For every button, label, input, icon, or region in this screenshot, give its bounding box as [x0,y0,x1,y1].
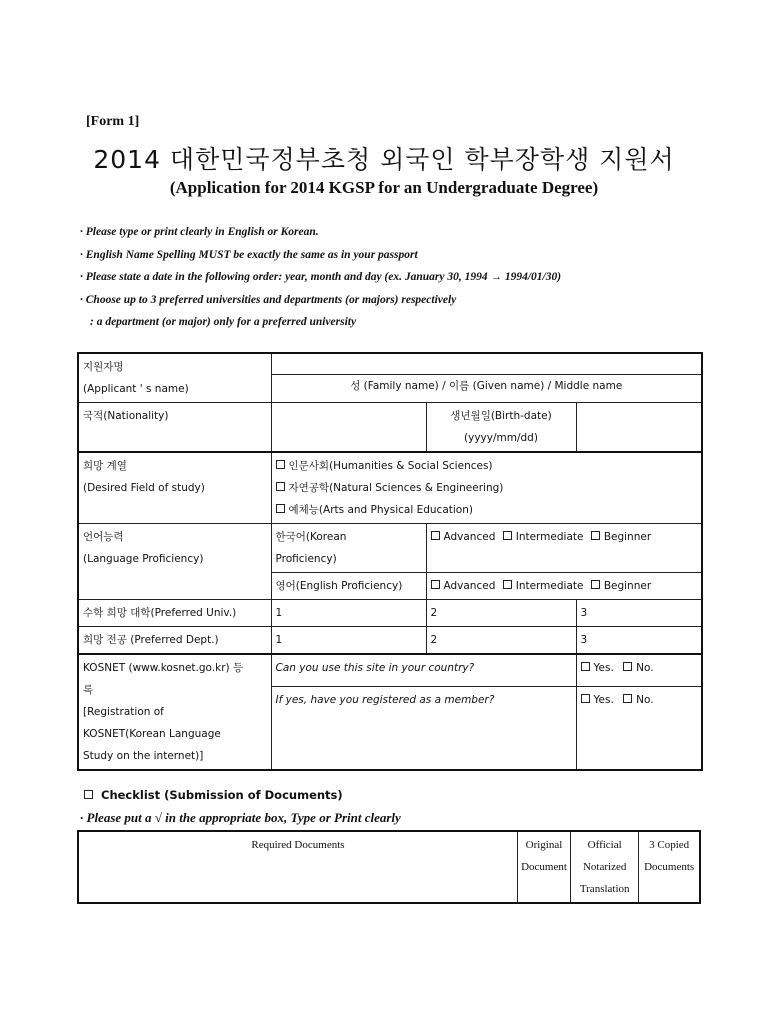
kosnet-question-1: Can you use this site in your country? [271,654,576,687]
preferred-univ-3[interactable]: 3 [576,600,702,627]
col-copied-documents: 3 Copied Documents [639,831,700,903]
english-proficiency-label: 영어(English Proficiency) [271,573,426,600]
checkbox-icon[interactable] [503,580,512,589]
col-original-document: Original Document [517,831,570,903]
page-title-korean: 2014 대한민국정부초청 외국인 학부장학생 지원서 [93,145,675,174]
instruction-item: · Please type or print clearly in English or Korean. [80,226,319,238]
applicant-name-hint: 성 (Family name) / 이름 (Given name) / Middle name [350,380,623,392]
checkbox-icon[interactable] [581,662,590,671]
checkbox-icon[interactable] [591,531,600,540]
instruction-item: · Please state a date in the following order: year, month and day (ex. January 30, 1994 → 1994/01/30) [80,271,562,283]
col-required-documents: Required Documents [78,831,517,903]
field-option-arts[interactable]: 예체능(Arts and Physical Education) [276,499,698,521]
page-title-english: (Application for 2014 KGSP for an Undergraduate Degree) [169,178,599,197]
birth-date-field[interactable] [576,403,702,453]
checkbox-icon[interactable] [431,531,440,540]
nationality-field[interactable] [271,403,426,453]
checkbox-icon[interactable] [503,531,512,540]
field-option-humanities[interactable]: 인문사회(Humanities & Social Sciences) [276,455,698,477]
field-option-sciences[interactable]: 자연공학(Natural Sciences & Engineering) [276,477,698,499]
kosnet-answer-2: Yes. No. [576,687,702,771]
checkbox-icon[interactable] [623,662,632,671]
checkbox-icon[interactable] [591,580,600,589]
preferred-dept-2[interactable]: 2 [426,627,576,655]
form-label: [Form 1] [86,114,140,129]
preferred-univ-1[interactable]: 1 [271,600,426,627]
application-table [77,352,703,771]
birth-date-label: 생년월일(Birth-date) (yyyy/mm/dd) [426,403,576,453]
preferred-univ-label: 수학 희망 대학(Preferred Univ.) [78,600,271,627]
checkbox-icon[interactable] [623,694,632,703]
applicant-name-label: 지원자명 (Applicant ' s name) [78,353,271,403]
english-level-options: Advanced Intermediate Beginner [426,573,702,600]
korean-proficiency-label: 한국어(Korean Proficiency) [271,524,426,573]
preferred-dept-1[interactable]: 1 [271,627,426,655]
kosnet-answer-1: Yes. No. [576,654,702,687]
preferred-univ-2[interactable]: 2 [426,600,576,627]
documents-table [77,830,701,904]
checkbox-icon[interactable] [581,694,590,703]
checkbox-icon [84,790,93,799]
instruction-item: : a department (or major) only for a preferred university [90,316,357,328]
applicant-name-cell[interactable] [271,353,702,403]
instruction-item: · Choose up to 3 preferred universities and departments (or majors) respectively [80,293,457,306]
nationality-label: 국적(Nationality) [78,403,271,453]
instruction-item: · English Name Spelling MUST be exactly the same as in your passport [80,248,418,261]
korean-level-options: Advanced Intermediate Beginner [426,524,702,573]
desired-field-options [271,452,702,524]
checkbox-icon[interactable] [276,482,285,491]
col-official-translation: Official Notarized Translation [571,831,639,903]
checklist-note: · Please put a √ in the appropriate box, Type or Print clearly [80,810,401,825]
preferred-dept-label: 희망 전공 (Preferred Dept.) [78,627,271,655]
kosnet-question-2: If yes, have you registered as a member? [271,687,576,771]
desired-field-label: 희망 계열 (Desired Field of study) [78,452,271,524]
instructions-list [80,224,561,337]
checkbox-icon[interactable] [276,460,285,469]
checklist-heading: Checklist (Submission of Documents) [84,788,343,802]
checkbox-icon[interactable] [431,580,440,589]
preferred-dept-3[interactable]: 3 [576,627,702,655]
checkbox-icon[interactable] [276,504,285,513]
kosnet-label: KOSNET (www.kosnet.go.kr) 등 록 [Registration of KOSNET(Korean Language Study on the internet)] [78,654,271,770]
language-label: 언어능력 (Language Proficiency) [78,524,271,600]
